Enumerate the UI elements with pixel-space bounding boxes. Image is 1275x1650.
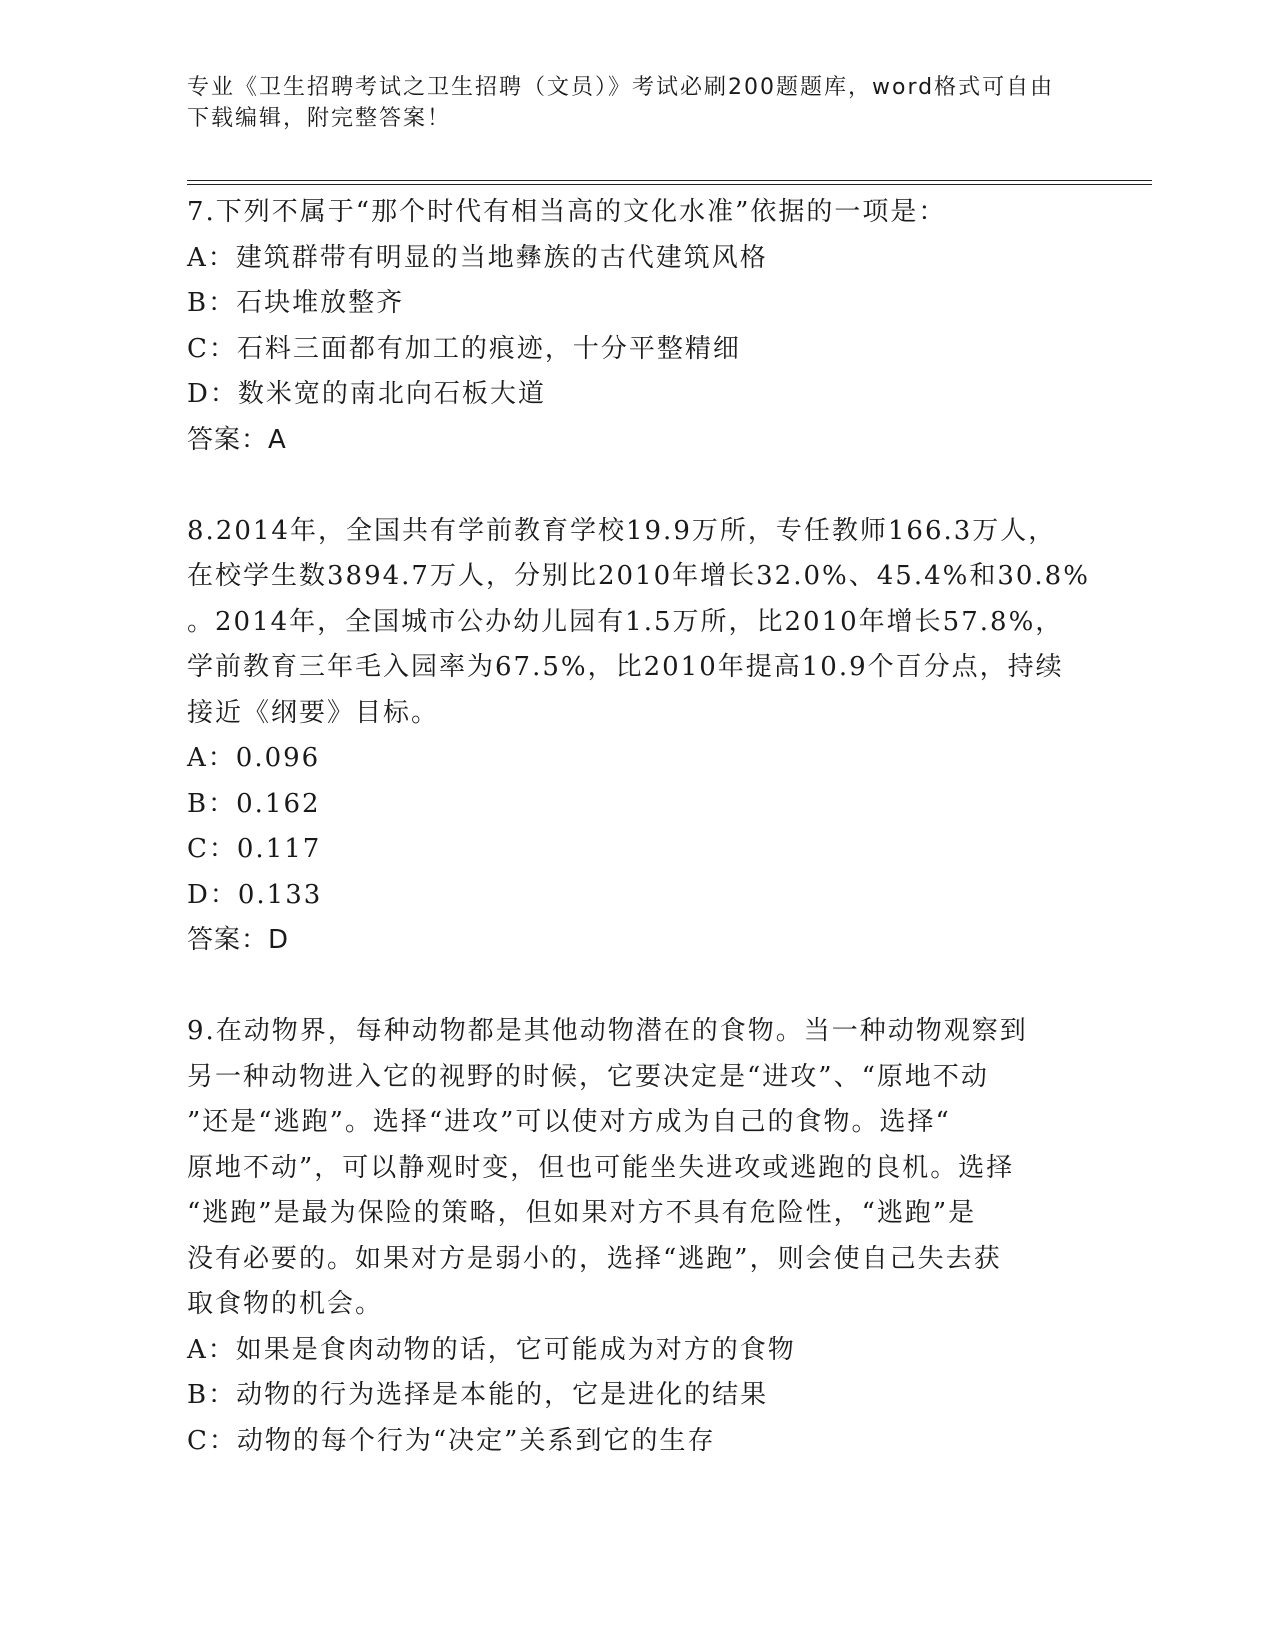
document-header: 专业《卫生招聘考试之卫生招聘（文员）》考试必刷200题题库，word格式可自由下载编辑，附完整答案！ xyxy=(187,75,1055,131)
question-8 xyxy=(187,509,1090,964)
option-d: D：数米宽的南北向石板大道 xyxy=(187,379,546,409)
question-spacer xyxy=(187,964,1087,1010)
question-stem-line: 原地不动”，可以静观时变，但也可能坐失进攻或逃跑的良机。选择 xyxy=(187,1152,1015,1183)
option-a: A：如果是食肉动物的话，它可能成为对方的食物 xyxy=(187,1334,796,1365)
question-stem-line: 接近《纲要》目标。 xyxy=(187,697,440,728)
option-b: B：石块堆放整齐 xyxy=(187,288,405,318)
question-stem-line: 学前教育三年毛入园率为67.5%，比2010年提高10.9个百分点，持续 xyxy=(187,652,1064,682)
question-stem-line: 。2014年，全国城市公办幼儿园有1.5万所，比2010年增长57.8%， xyxy=(187,606,1064,637)
answer-line: 答案：D xyxy=(187,925,290,955)
option-a: A：建筑群带有明显的当地彝族的古代建筑风格 xyxy=(187,242,768,273)
option-d: D：0.133 xyxy=(187,879,323,910)
question-stem-line: 没有必要的。如果对方是弱小的，选择“逃跑”，则会使自己失去获 xyxy=(187,1243,1002,1274)
option-c: C：石料三面都有加工的痕迹，十分平整精细 xyxy=(187,333,741,364)
question-stem-line: 7.下列不属于“那个时代有相当高的文化水准”依据的一项是： xyxy=(187,197,947,227)
header-rule-top xyxy=(187,180,1152,181)
question-stem-line: 取食物的机会。 xyxy=(187,1289,384,1319)
header-rule-bottom xyxy=(187,184,1152,185)
question-list xyxy=(187,190,1090,1464)
question-stem-line: 在校学生数3894.7万人，分别比2010年增长32.0%、45.4%和30.8% xyxy=(187,561,1090,591)
option-b: B：动物的行为选择是本能的，它是进化的结果 xyxy=(187,1380,769,1410)
question-stem-line: “逃跑”是最为保险的策略，但如果对方不具有危险性，“逃跑”是 xyxy=(187,1198,977,1228)
question-stem-line: 另一种动物进入它的视野的时候，它要决定是“进攻”、“原地不动 xyxy=(187,1061,989,1092)
question-7 xyxy=(187,190,1087,463)
question-spacer xyxy=(187,463,1087,509)
option-c: C：动物的每个行为“决定”关系到它的生存 xyxy=(187,1425,716,1456)
option-a: A：0.096 xyxy=(187,743,321,773)
question-stem-line: 8.2014年，全国共有学前教育学校19.9万所，专任教师166.3万人， xyxy=(187,515,1057,546)
answer-line: 答案：A xyxy=(187,424,287,455)
question-stem-line: ”还是“逃跑”。选择“进攻”可以使对方成为自己的食物。选择“ xyxy=(187,1107,951,1137)
question-9 xyxy=(187,1009,1087,1464)
question-stem-line: 9.在动物界，每种动物都是其他动物潜在的食物。当一种动物观察到 xyxy=(187,1016,1028,1046)
option-b: B：0.162 xyxy=(187,788,321,819)
option-c: C：0.117 xyxy=(187,834,322,864)
